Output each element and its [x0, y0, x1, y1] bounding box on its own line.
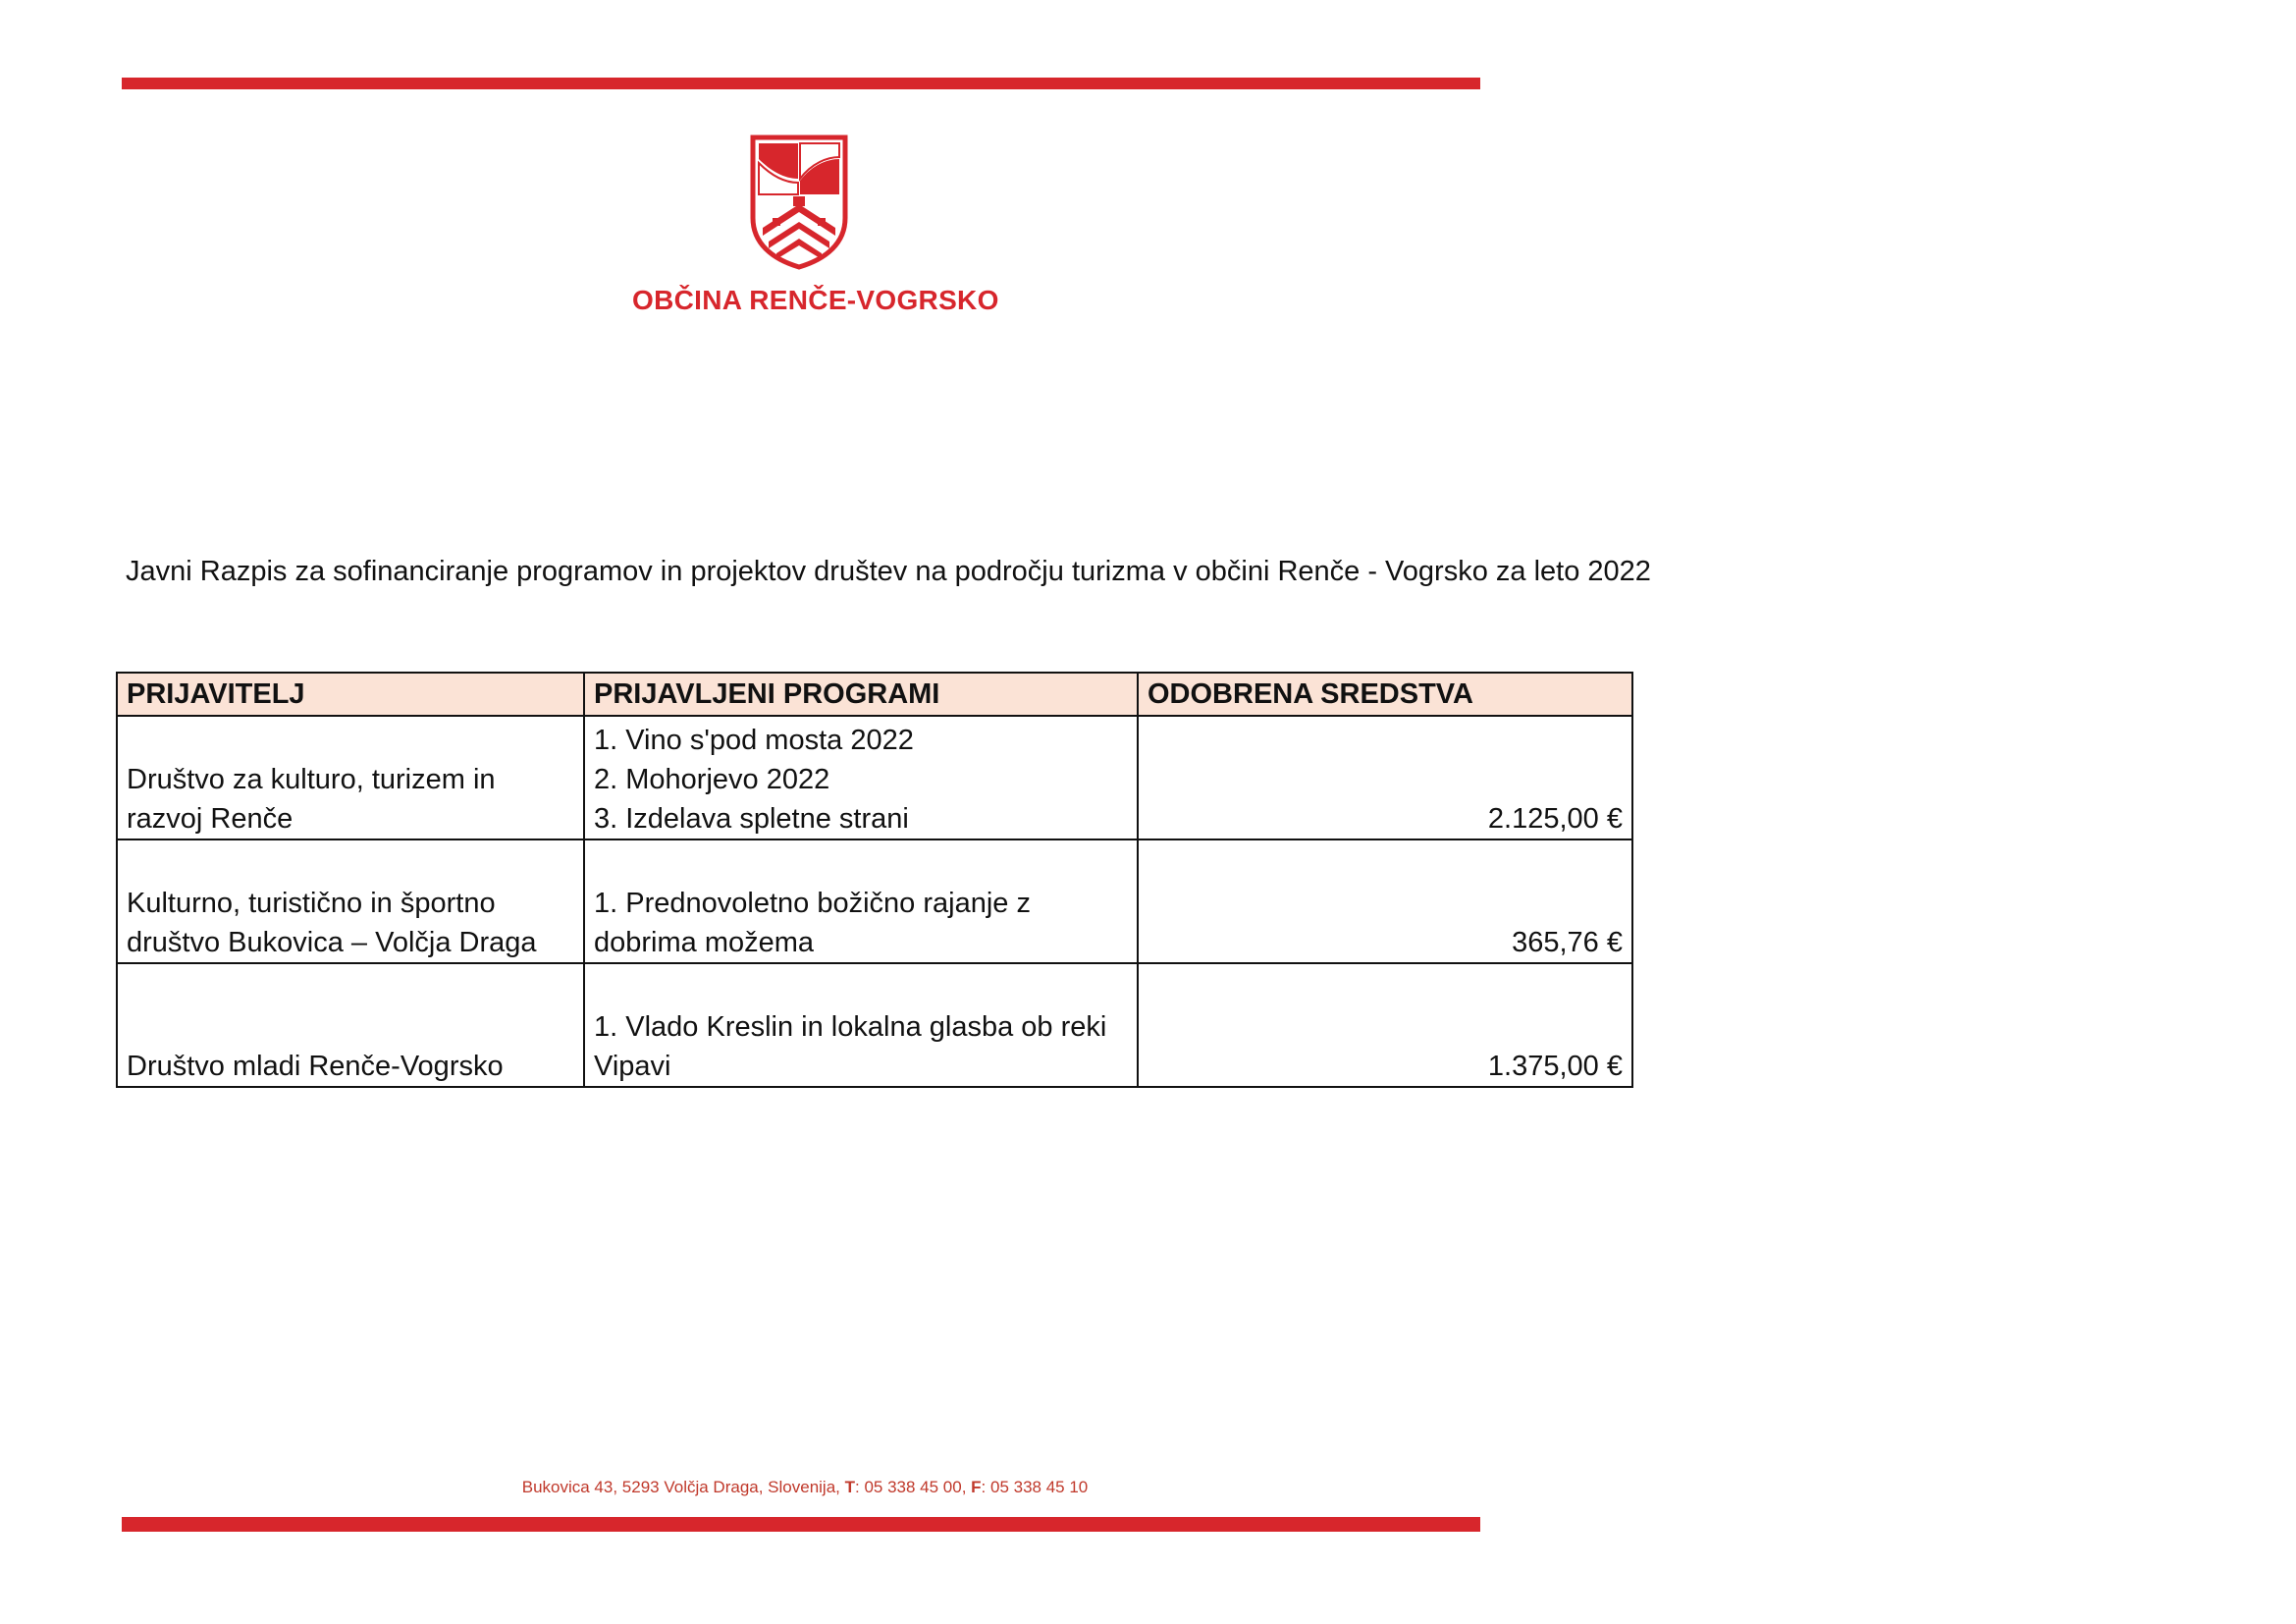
applicant-cell: Kulturno, turistično in športno društvo Bukovica – Volčja Draga — [117, 839, 584, 963]
municipality-name: OBČINA RENČE-VOGRSKO — [632, 285, 999, 315]
program-item: 1. Prednovoletno božično rajanje z dobrima možema — [594, 888, 1031, 958]
amount-cell: 1.375,00 € — [1138, 963, 1632, 1087]
header-approved-funds: ODOBRENA SREDSTVA — [1138, 673, 1632, 716]
footer-rule — [122, 1517, 1480, 1532]
logo — [632, 134, 999, 316]
programs-cell — [584, 716, 1138, 839]
table-row — [117, 716, 1632, 839]
program-item: 1. Vlado Kreslin in lokalna glasba ob reki Vipavi — [594, 1011, 1107, 1082]
program-item: 1. Vino s'pod mosta 2022 — [594, 725, 914, 756]
program-item: 2. Mohorjevo 2022 — [594, 764, 830, 795]
programs-cell — [584, 963, 1138, 1087]
applicant-cell: Društvo mladi Renče-Vogrsko — [117, 963, 584, 1087]
footer-contact — [393, 1478, 1217, 1497]
footer-fax: : 05 338 45 10 — [981, 1478, 1089, 1496]
coat-of-arms-icon — [749, 134, 849, 271]
program-item: 3. Izdelava spletne strani — [594, 803, 909, 835]
amount-cell: 2.125,00 € — [1138, 716, 1632, 839]
grants-table — [116, 672, 1633, 1088]
header-programs: PRIJAVLJENI PROGRAMI — [584, 673, 1138, 716]
programs-cell — [584, 839, 1138, 963]
table-row — [117, 839, 1632, 963]
header-rule — [122, 78, 1480, 89]
footer-phone: : 05 338 45 00, — [855, 1478, 972, 1496]
footer-address: Bukovica 43, 5293 Volčja Draga, Slovenija, — [521, 1478, 845, 1496]
table-row — [117, 963, 1632, 1087]
document-title: Javni Razpis za sofinanciranje programov in projektov društev na področju turizma v občini Renče - Vogrsko za leto 2022 — [126, 556, 1651, 587]
table-header-row — [117, 673, 1632, 716]
fax-label: F — [971, 1478, 982, 1496]
applicant-cell: Društvo za kulturo, turizem in razvoj Renče — [117, 716, 584, 839]
phone-label: T — [844, 1478, 855, 1496]
amount-cell: 365,76 € — [1138, 839, 1632, 963]
header-applicant: PRIJAVITELJ — [117, 673, 584, 716]
